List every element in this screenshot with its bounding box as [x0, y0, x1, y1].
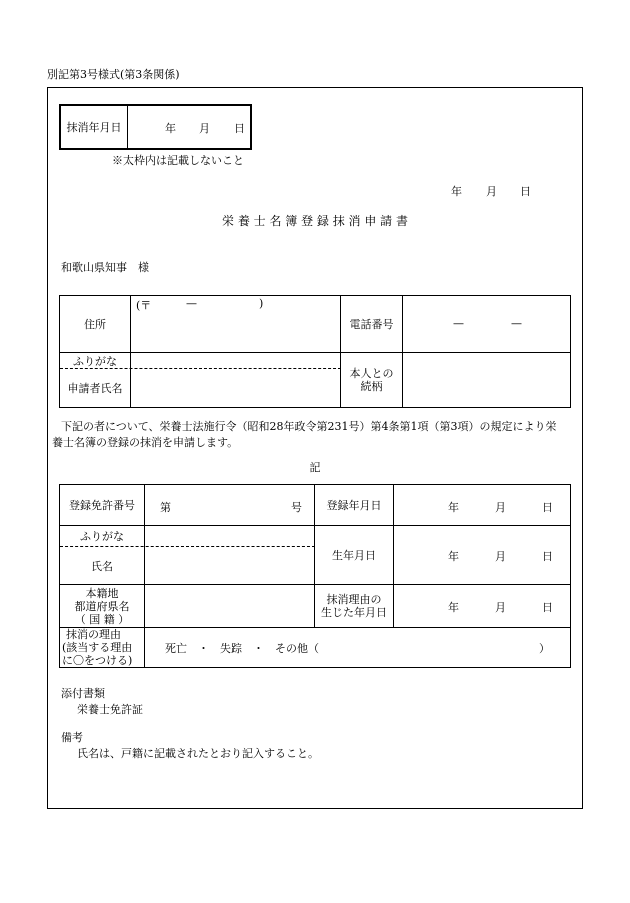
birth-month-unit: 月 — [495, 550, 506, 563]
reason-label-line2: (該当する理由 — [62, 641, 133, 654]
reason-label — [62, 628, 144, 667]
relation-label — [341, 353, 402, 407]
cancel-year-unit: 年 — [165, 122, 176, 135]
birth-year-unit: 年 — [448, 550, 459, 563]
remarks-heading: 備考 — [61, 731, 83, 744]
reason-date-label-line2: 生じた年月日 — [321, 606, 387, 619]
cancel-day-unit: 日 — [234, 122, 245, 135]
phone-label: 電話番号 — [349, 318, 394, 331]
domicile-label-line3: （ 国 籍 ） — [74, 612, 130, 626]
domicile-label-line2: 都道府県名 — [74, 599, 130, 613]
attachments-item: 栄養士免許証 — [77, 703, 143, 716]
domicile-input[interactable] — [145, 585, 314, 627]
cancel-month-unit: 月 — [199, 122, 210, 135]
reason-label-line3: に〇をつける) — [62, 654, 133, 667]
domicile-label — [60, 585, 144, 627]
registration-date-label: 登録年月日 — [326, 499, 382, 512]
applicant-name-label: 申請者氏名 — [67, 382, 123, 395]
address-label: 住所 — [84, 318, 106, 331]
addressee: 和歌山県知事 様 — [61, 261, 149, 274]
cancellation-date-label: 抹消年月日 — [61, 106, 128, 148]
phone-dash-1: — — [453, 317, 464, 330]
applicant-furigana-input[interactable] — [132, 353, 338, 368]
postal-close: ) — [259, 297, 264, 310]
reason-options[interactable] — [145, 628, 570, 667]
cancellation-date-box — [59, 104, 252, 150]
domicile-label-line1: 本籍地 — [85, 586, 119, 600]
date-year-unit: 年 — [451, 185, 462, 198]
date-month-unit: 月 — [486, 185, 497, 198]
postal-dash: — — [186, 297, 197, 310]
attachments-heading: 添付書類 — [61, 687, 105, 700]
registration-date-input[interactable] — [394, 485, 570, 525]
record-name-label: 氏名 — [91, 559, 113, 573]
applicant-name-input[interactable] — [132, 369, 338, 407]
reg-day-unit: 日 — [542, 501, 553, 514]
license-number-input[interactable] — [145, 485, 314, 525]
relation-label-line1: 本人との — [349, 367, 394, 380]
document-title: 栄 養 士 名 簿 登 録 抹 消 申 請 書 — [222, 214, 408, 228]
reg-month-unit: 月 — [495, 501, 506, 514]
ki-marker: 記 — [309, 461, 321, 474]
birth-day-unit: 日 — [542, 550, 553, 563]
record-furigana-label: ふりがな — [80, 530, 124, 543]
statement-line-1: 下記の者について、栄養士法施行令（昭和28年政令第231号）第4条第1項（第3項）の規定により栄 — [61, 420, 557, 433]
phone-dash-2: — — [511, 317, 522, 330]
reason-date-label-line1: 抹消理由の — [326, 593, 382, 606]
license-dai: 第 — [160, 501, 171, 514]
postal-open: (〒 — [136, 299, 152, 312]
record-furigana-input[interactable] — [145, 526, 314, 546]
record-name-input[interactable] — [145, 547, 314, 584]
remarks-item: 氏名は、戸籍に記載されたとおり記入すること。 — [77, 747, 319, 760]
reason-close-paren: ） — [539, 642, 550, 655]
applicant-table — [59, 295, 571, 408]
statement-line-2: 養士名簿の登録の抹消を申請します。 — [52, 436, 239, 449]
reason-options-text: 死亡 ・ 失踪 ・ その他（ — [165, 642, 319, 655]
reason-year-unit: 年 — [448, 601, 459, 614]
reason-month-unit: 月 — [495, 601, 506, 614]
relation-input[interactable] — [403, 353, 570, 407]
relation-label-line2: 続柄 — [360, 380, 383, 393]
reason-date-input[interactable] — [394, 585, 570, 627]
record-table — [59, 484, 571, 668]
license-go: 号 — [291, 501, 302, 514]
birth-date-label: 生年月日 — [332, 549, 376, 562]
phone-input[interactable] — [403, 296, 570, 352]
thick-frame-note: ※太枠内は記載しないこと — [112, 154, 244, 167]
reason-day-unit: 日 — [542, 601, 553, 614]
reason-label-line1: 抹消の理由 — [66, 628, 121, 641]
reason-date-label — [315, 585, 393, 627]
reg-year-unit: 年 — [448, 501, 459, 514]
address-input[interactable] — [132, 312, 338, 350]
date-day-unit: 日 — [520, 185, 531, 198]
birth-date-input[interactable] — [394, 526, 570, 584]
furigana-label: ふりがな — [73, 354, 117, 368]
license-number-label: 登録免許番号 — [69, 499, 135, 512]
form-number-label: 別記第3号様式(第3条関係) — [47, 68, 180, 81]
